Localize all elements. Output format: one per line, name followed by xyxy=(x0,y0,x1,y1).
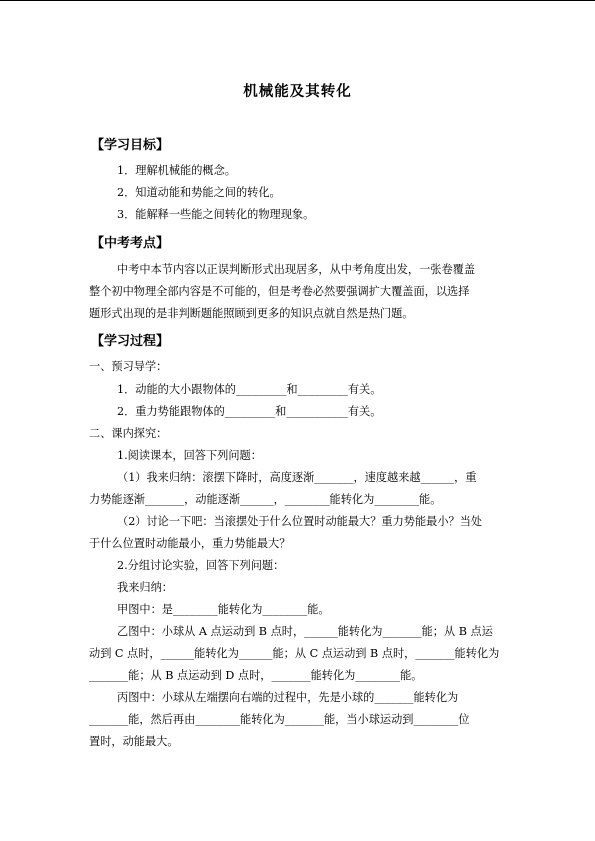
question-line: （2）讨论一下吧：当滚摆处于什么位置时动能最大？重力势能最小？当处 xyxy=(117,515,483,528)
goal-item: 1．理解机械能的概念。 xyxy=(117,164,236,177)
question-line: 乙图中：小球从 A 点运动到 B 点时，______能转化为_______能；从 B 点运 xyxy=(117,625,493,638)
question-line: 力势能逐渐_______，动能逐渐______，________能转化为________能。 xyxy=(89,493,442,506)
paragraph-line: 整个初中物理全部内容是不可能的，但是考卷必然要强调扩大覆盖面，以选择 xyxy=(89,285,470,298)
question-line: 动到 C 点时，______能转化为______能；从 C 点运动到 B 点时，_______能转化为 xyxy=(89,647,500,660)
subsection-heading: 一、预习导学： xyxy=(89,360,168,373)
question-line: （1）我来归纳：滚摆下降时，高度逐渐_______，速度越来越______，重 xyxy=(117,471,477,484)
section-heading-goals: 【学习目标】 xyxy=(91,138,170,153)
question-line: 我来归纳： xyxy=(117,581,173,594)
paragraph-line: 中考中本节内容以正误判断形式出现居多，从中考角度出发，一张卷覆盖 xyxy=(117,263,476,276)
question-line: 2．重力势能跟物体的_________和___________有关。 xyxy=(117,405,382,418)
question-line: 丙图中：小球从左端摆向右端的过程中，先是小球的_______能转化为 xyxy=(117,691,459,704)
paragraph-line: 题形式出现的是非判断题能照顾到更多的知识点就自然是热门题。 xyxy=(89,307,414,320)
question-line: 于什么位置时动能最小，重力势能最大？ xyxy=(89,537,291,550)
section-heading-exam: 【中考考点】 xyxy=(91,236,170,251)
page-title: 机械能及其转化 xyxy=(243,84,352,100)
question-line: _______能，然后再由________能转化为_______能，当小球运动到________位 xyxy=(89,713,470,726)
subsection-heading: 二、课内探究： xyxy=(89,427,168,440)
question-line: _______能；从 B 点运动到 D 点时，_______能转化为________能。 xyxy=(89,669,423,682)
question-line: 2.分组讨论实验，回答下列问题： xyxy=(117,559,285,572)
question-line: 置时，动能最大。 xyxy=(89,735,179,748)
question-line: 甲图中：是________能转化为________能。 xyxy=(117,603,330,616)
goal-item: 2．知道动能和势能之间的转化。 xyxy=(117,186,281,199)
question-line: 1．动能的大小跟物体的_________和_________有关。 xyxy=(117,383,382,396)
section-heading-process: 【学习过程】 xyxy=(91,334,170,349)
top-border-line xyxy=(0,0,595,1)
goal-item: 3．能解释一些能之间转化的物理现象。 xyxy=(117,208,315,221)
question-line: 1.阅读课本，回答下列问题： xyxy=(117,449,262,462)
